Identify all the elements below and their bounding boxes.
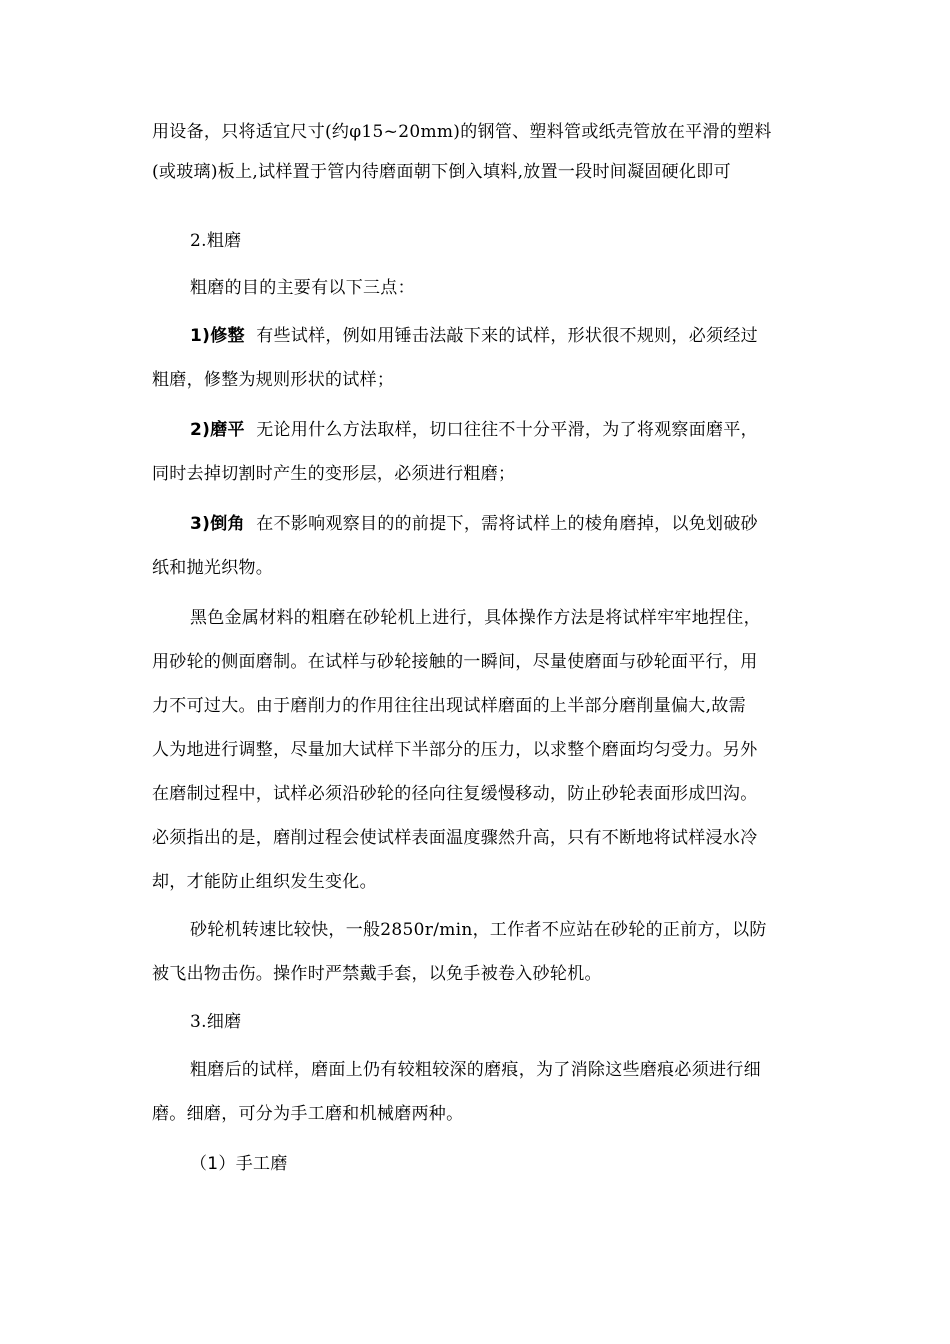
section-2-intro: 粗磨的目的主要有以下三点： — [190, 278, 415, 298]
speed-para-line-1: 砂轮机转速比较快，一般2850r/min，工作者不应站在砂轮的正前方，以防 — [190, 920, 767, 940]
ferrous-para-line-2: 用砂轮的侧面磨制。在试样与砂轮接触的一瞬间，尽量使磨面与砂轮面平行，用 — [152, 652, 758, 672]
subsection-heading: （1）手工磨 — [190, 1154, 288, 1174]
section-2-heading: 2.粗磨 — [190, 231, 242, 251]
point-2-line-2: 同时去掉切割时产生的变形层，必须进行粗磨； — [152, 464, 516, 484]
ferrous-para-line-3: 力不可过大。由于磨削力的作用往往出现试样磨面的上半部分磨削量偏大,故需 — [152, 696, 746, 716]
point-1-label: 1)修整 — [190, 326, 245, 346]
point-1-line-1 — [190, 324, 758, 348]
intro-line-1: 用设备，只将适宜尺寸(约φ15~20mm)的钢管、塑料管或纸壳管放在平滑的塑料 — [152, 122, 772, 142]
ferrous-para-line-1: 黑色金属材料的粗磨在砂轮机上进行，具体操作方法是将试样牢牢地捏住， — [190, 608, 761, 628]
point-1-line-2: 粗磨，修整为规则形状的试样； — [152, 370, 395, 390]
fine-para-line-2: 磨。细磨，可分为手工磨和机械磨两种。 — [152, 1104, 464, 1124]
fine-para-line-1: 粗磨后的试样，磨面上仍有较粗较深的磨痕，为了消除这些磨痕必须进行细 — [190, 1060, 761, 1080]
point-2-line-1 — [190, 418, 758, 442]
point-3-line-2: 纸和抛光织物。 — [152, 558, 274, 578]
ferrous-para-line-4: 人为地进行调整，尽量加大试样下半部分的压力，以求整个磨面均匀受力。另外 — [152, 740, 758, 760]
point-2-text: 无论用什么方法取样，切口往往不十分平滑，为了将观察面磨平， — [256, 420, 758, 440]
point-3-line-1 — [190, 512, 758, 536]
ferrous-para-line-5: 在磨制过程中，试样必须沿砂轮的径向往复缓慢移动，防止砂轮表面形成凹沟。 — [152, 784, 758, 804]
point-3-text: 在不影响观察目的的前提下，需将试样上的棱角磨掉，以免划破砂 — [256, 514, 758, 534]
point-1-text: 有些试样，例如用锤击法敲下来的试样，形状很不规则，必须经过 — [256, 326, 758, 346]
speed-para-line-2: 被飞出物击伤。操作时严禁戴手套，以免手被卷入砂轮机。 — [152, 964, 602, 984]
intro-line-2: (或玻璃)板上,试样置于管内待磨面朝下倒入填料,放置一段时间凝固硬化即可 — [152, 162, 731, 182]
ferrous-para-line-7: 却，才能防止组织发生变化。 — [152, 872, 377, 892]
point-2-label: 2)磨平 — [190, 420, 245, 440]
ferrous-para-line-6: 必须指出的是，磨削过程会使试样表面温度骤然升高，只有不断地将试样浸水冷 — [152, 828, 758, 848]
point-3-label: 3)倒角 — [190, 514, 245, 534]
section-3-heading: 3.细磨 — [190, 1012, 242, 1032]
